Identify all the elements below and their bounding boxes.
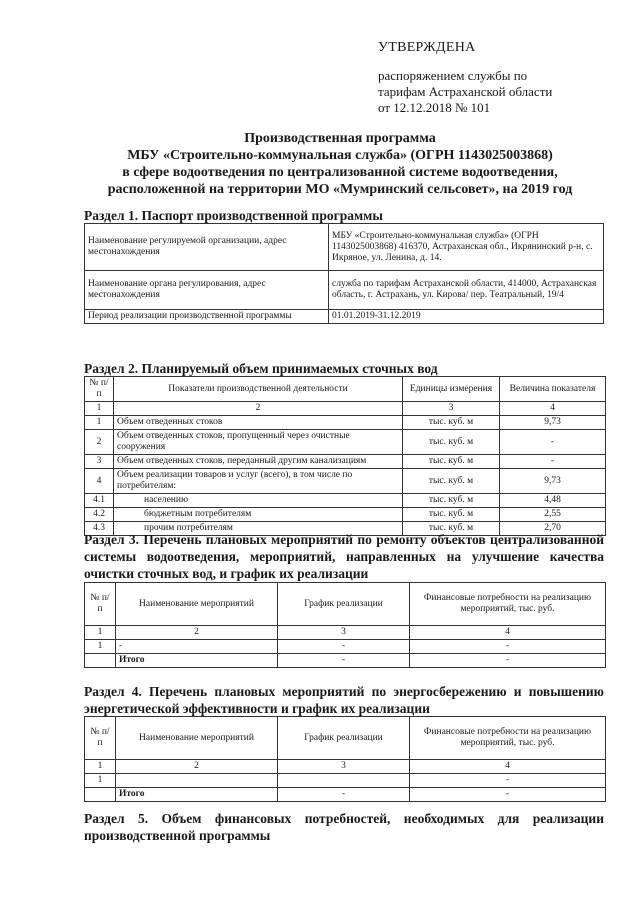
row-num: 4.3 bbox=[85, 522, 114, 536]
header-cell: № п/п bbox=[85, 717, 116, 760]
table-cell: 01.01.2019-31.12.2019 bbox=[329, 310, 604, 324]
row-name: - bbox=[116, 640, 278, 654]
title-line: в сфере водоотведения по централизованной системе водоотведения, bbox=[122, 165, 558, 180]
total-schedule: - bbox=[278, 654, 410, 668]
approval-line: распоряжением службы по bbox=[378, 68, 528, 83]
row-schedule bbox=[278, 774, 410, 788]
row-unit: тыс. куб. м bbox=[403, 430, 500, 455]
title-line: МБУ «Строительно-коммунальная служба» (ОГРН 1143025003868) bbox=[127, 148, 553, 163]
table-row bbox=[85, 640, 606, 654]
row-unit: тыс. куб. м bbox=[403, 494, 500, 508]
row-unit: тыс. куб. м bbox=[403, 455, 500, 469]
approval-block bbox=[378, 40, 552, 116]
table-row bbox=[85, 430, 606, 455]
section3-heading: Раздел 3. Перечень плановых мероприятий по ремонту объектов централизованной системы водоотведения, мероприятий, направленных на улучшение качества очистки сточных вод, и график их реализации bbox=[84, 532, 604, 581]
total-finance: - bbox=[410, 654, 606, 668]
row-value: - bbox=[500, 455, 606, 469]
header-cell: Финансовые потребности на реализацию мероприятий, тыс. руб. bbox=[410, 717, 606, 760]
number-cell: 3 bbox=[403, 402, 500, 416]
total-schedule: - bbox=[278, 788, 410, 802]
table-row bbox=[85, 224, 604, 271]
table-row bbox=[85, 508, 606, 522]
row-schedule: - bbox=[278, 640, 410, 654]
row-value: 2,70 bbox=[500, 522, 606, 536]
row-name: Объем отведенных стоков bbox=[114, 416, 403, 430]
table-row bbox=[85, 416, 606, 430]
row-unit: тыс. куб. м bbox=[403, 469, 500, 494]
header-cell: График реализации bbox=[278, 583, 410, 626]
table-header-row bbox=[85, 377, 606, 402]
table-cell: Наименование регулируемой организации, адрес местонахождения bbox=[85, 224, 329, 271]
header-cell: Наименование мероприятий bbox=[116, 583, 278, 626]
header-cell: Единицы измерения bbox=[403, 377, 500, 402]
row-num: 4.2 bbox=[85, 508, 114, 522]
number-cell: 2 bbox=[116, 760, 278, 774]
number-cell: 4 bbox=[410, 626, 606, 640]
table-header-row bbox=[85, 717, 606, 760]
row-name: Объем отведенных стоков, пропущенный через очистные сооружения bbox=[114, 430, 403, 455]
table-total-row bbox=[85, 654, 606, 668]
row-num: 2 bbox=[85, 430, 114, 455]
row-name: населению bbox=[114, 494, 403, 508]
table-cell: МБУ «Строительно-коммунальная служба» (ОГРН 1143025003868) 416370, Астраханская обл., Икрянинский р-н, с. Икряное, ул. Ленина, д. 14. bbox=[329, 224, 604, 271]
table-numbers-row bbox=[85, 626, 606, 640]
table-numbers-row bbox=[85, 760, 606, 774]
approval-line: тарифам Астраханской области bbox=[378, 84, 553, 99]
table-row bbox=[85, 455, 606, 469]
row-value: 9,73 bbox=[500, 416, 606, 430]
table-row bbox=[85, 494, 606, 508]
row-unit: тыс. куб. м bbox=[403, 416, 500, 430]
passport-table bbox=[84, 223, 604, 324]
row-name: Объем реализации товаров и услуг (всего), в том числе по потребителям: bbox=[114, 469, 403, 494]
table-row bbox=[85, 774, 606, 788]
header-cell: Наименование мероприятий bbox=[116, 717, 278, 760]
total-finance: - bbox=[410, 788, 606, 802]
table-numbers-row bbox=[85, 402, 606, 416]
table-cell: Период реализации производственной программы bbox=[85, 310, 329, 324]
row-name: Объем отведенных стоков, переданный другим канализациям bbox=[114, 455, 403, 469]
header-cell: № п/п bbox=[85, 377, 114, 402]
row-num bbox=[85, 788, 116, 802]
table-cell: служба по тарифам Астраханской области, 414000, Астраханская область, г. Астрахань, ул. Кирова/ пер. Театральный, 19/4 bbox=[329, 271, 604, 310]
row-finance: - bbox=[410, 640, 606, 654]
header-cell: График реализации bbox=[278, 717, 410, 760]
row-value: 2,55 bbox=[500, 508, 606, 522]
repair-table bbox=[84, 582, 606, 668]
header-cell: Показатели производственной деятельности bbox=[114, 377, 403, 402]
section1-heading: Раздел 1. Паспорт производственной программы bbox=[84, 208, 383, 223]
number-cell: 4 bbox=[410, 760, 606, 774]
table-total-row bbox=[85, 788, 606, 802]
table-row bbox=[85, 469, 606, 494]
row-num: 4.1 bbox=[85, 494, 114, 508]
row-unit: тыс. куб. м bbox=[403, 522, 500, 536]
row-name: бюджетным потребителям bbox=[114, 508, 403, 522]
row-value: - bbox=[500, 430, 606, 455]
header-cell: № п/п bbox=[85, 583, 116, 626]
approval-line: от 12.12.2018 № 101 bbox=[378, 100, 491, 115]
row-num: 1 bbox=[85, 416, 114, 430]
number-cell: 3 bbox=[278, 626, 410, 640]
table-header-row bbox=[85, 583, 606, 626]
table-row bbox=[85, 310, 604, 324]
table-row bbox=[85, 271, 604, 310]
row-num bbox=[85, 654, 116, 668]
volume-table bbox=[84, 376, 606, 536]
row-num: 1 bbox=[85, 640, 116, 654]
total-label: Итого bbox=[116, 654, 278, 668]
number-cell: 2 bbox=[114, 402, 403, 416]
title-line: Производственная программа bbox=[244, 131, 436, 146]
section5-heading: Раздел 5. Объем финансовых потребностей, необходимых для реализации производственной программы bbox=[84, 811, 604, 843]
title-line: расположенной на территории МО «Мумринский сельсовет», на 2019 год bbox=[107, 182, 573, 197]
document-title bbox=[80, 130, 600, 198]
number-cell: 3 bbox=[278, 760, 410, 774]
number-cell: 1 bbox=[85, 402, 114, 416]
number-cell: 4 bbox=[500, 402, 606, 416]
row-name bbox=[116, 774, 278, 788]
number-cell: 1 bbox=[85, 626, 116, 640]
section2-heading: Раздел 2. Планируемый объем принимаемых сточных вод bbox=[84, 361, 438, 376]
row-num: 4 bbox=[85, 469, 114, 494]
row-value: 9,73 bbox=[500, 469, 606, 494]
row-unit: тыс. куб. м bbox=[403, 508, 500, 522]
section4-heading: Раздел 4. Перечень плановых мероприятий по энергосбережению и повышению энергетической эффективности и график их реализации bbox=[84, 684, 604, 716]
header-cell: Финансовые потребности на реализацию мероприятий, тыс. руб. bbox=[410, 583, 606, 626]
row-value: 4,48 bbox=[500, 494, 606, 508]
row-num: 1 bbox=[85, 774, 116, 788]
row-num: 3 bbox=[85, 455, 114, 469]
number-cell: 2 bbox=[116, 626, 278, 640]
total-label: Итого bbox=[116, 788, 278, 802]
row-name: прочим потребителям bbox=[114, 522, 403, 536]
energy-table bbox=[84, 716, 606, 802]
approval-heading: УТВЕРЖДЕНА bbox=[378, 40, 476, 55]
header-cell: Величина показателя bbox=[500, 377, 606, 402]
row-finance: - bbox=[410, 774, 606, 788]
number-cell: 1 bbox=[85, 760, 116, 774]
table-cell: Наименование органа регулирования, адрес местонахождения bbox=[85, 271, 329, 310]
